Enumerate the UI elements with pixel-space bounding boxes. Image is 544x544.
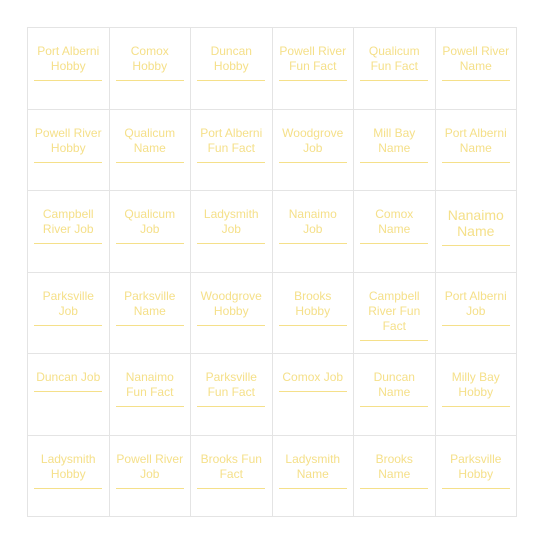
bingo-cell-underline <box>360 406 428 407</box>
bingo-cell-underline <box>34 162 102 163</box>
bingo-cell-label: Powell River Job <box>116 451 184 481</box>
bingo-cell-label: Ladysmith Job <box>203 207 259 236</box>
bingo-cell-label: Qualicum Name <box>124 125 176 155</box>
bingo-cell-underline <box>197 406 265 407</box>
bingo-cell-label: Campbell River Job <box>42 207 94 236</box>
bingo-cell[interactable] <box>436 436 518 518</box>
bingo-cell-label: Brooks Hobby <box>294 288 332 318</box>
bingo-cell-underline <box>442 80 510 81</box>
bingo-cell-label: Parksville Job <box>42 288 94 318</box>
bingo-cell[interactable] <box>436 191 518 273</box>
bingo-cell[interactable] <box>28 28 110 110</box>
bingo-cell-label: Powell River Fun Fact <box>279 44 347 73</box>
bingo-cell-label: Port Alberni Fun Fact <box>200 125 263 155</box>
bingo-cell-underline <box>442 325 510 326</box>
bingo-cell-label: Port Alberni Hobby <box>37 44 100 73</box>
bingo-cell-label: Duncan Hobby <box>210 44 252 73</box>
bingo-cell[interactable] <box>436 354 518 436</box>
bingo-cell-underline <box>116 406 184 407</box>
bingo-cell[interactable] <box>354 191 436 273</box>
bingo-cell-underline <box>34 391 102 392</box>
bingo-cell[interactable] <box>273 191 355 273</box>
bingo-cell-label: Parksville Name <box>124 288 176 318</box>
bingo-cell-underline <box>116 488 184 489</box>
bingo-cell-label: Comox Name <box>375 207 414 236</box>
bingo-cell-label: Powell River Name <box>442 44 510 73</box>
bingo-cell-underline <box>197 162 265 163</box>
bingo-cell[interactable] <box>436 273 518 355</box>
bingo-cell[interactable] <box>110 273 192 355</box>
bingo-cell-underline <box>279 325 347 326</box>
bingo-cell[interactable] <box>110 436 192 518</box>
bingo-cell[interactable] <box>354 354 436 436</box>
bingo-cell-label: Nanaimo Name <box>447 207 504 239</box>
bingo-cell[interactable] <box>191 191 273 273</box>
bingo-cell-label: Duncan Name <box>373 370 415 399</box>
bingo-cell-label: Brooks Name <box>375 451 413 481</box>
bingo-cell[interactable] <box>110 354 192 436</box>
bingo-cell-label: Nanaimo Job <box>288 207 337 236</box>
bingo-cell-underline <box>197 80 265 81</box>
bingo-cell-label: Comox Job <box>282 370 344 384</box>
bingo-board <box>27 27 517 517</box>
bingo-cell[interactable] <box>110 110 192 192</box>
bingo-cell-underline <box>116 80 184 81</box>
bingo-cell[interactable] <box>191 273 273 355</box>
bingo-cell-underline <box>34 325 102 326</box>
bingo-cell[interactable] <box>28 110 110 192</box>
bingo-cell-underline <box>197 325 265 326</box>
bingo-cell-label: Parksville Hobby <box>450 451 502 481</box>
bingo-cell[interactable] <box>110 28 192 110</box>
bingo-cell-underline <box>116 325 184 326</box>
bingo-cell-label: Woodgrove Job <box>282 125 344 155</box>
bingo-cell[interactable] <box>28 354 110 436</box>
bingo-cell[interactable] <box>354 110 436 192</box>
bingo-cell-underline <box>34 488 102 489</box>
bingo-cell-label: Ladysmith Hobby <box>40 451 96 481</box>
bingo-cell[interactable] <box>354 436 436 518</box>
bingo-cell-label: Woodgrove Hobby <box>200 288 262 318</box>
bingo-cell[interactable] <box>191 436 273 518</box>
bingo-cell-underline <box>116 243 184 244</box>
bingo-cell-underline <box>360 162 428 163</box>
bingo-cell-label: Mill Bay Name <box>373 125 416 155</box>
bingo-cell-label: Nanaimo Fun Fact <box>125 370 174 399</box>
bingo-cell-underline <box>360 340 428 341</box>
bingo-cell-underline <box>197 243 265 244</box>
bingo-cell[interactable] <box>354 28 436 110</box>
bingo-cell[interactable] <box>28 191 110 273</box>
bingo-cell-label: Port Alberni Job <box>444 288 507 318</box>
bingo-cell[interactable] <box>191 354 273 436</box>
bingo-cell-underline <box>197 488 265 489</box>
bingo-cell-underline <box>442 488 510 489</box>
bingo-cell[interactable] <box>191 110 273 192</box>
bingo-cell[interactable] <box>436 28 518 110</box>
bingo-cell-underline <box>360 243 428 244</box>
bingo-cell-label: Milly Bay Hobby <box>451 370 500 399</box>
bingo-cell[interactable] <box>273 273 355 355</box>
bingo-cell[interactable] <box>273 354 355 436</box>
bingo-cell[interactable] <box>273 436 355 518</box>
bingo-cell-underline <box>360 488 428 489</box>
bingo-cell-underline <box>116 162 184 163</box>
bingo-cell[interactable] <box>28 273 110 355</box>
bingo-cell[interactable] <box>436 110 518 192</box>
bingo-cell-underline <box>34 243 102 244</box>
bingo-cell-underline <box>279 243 347 244</box>
bingo-cell-underline <box>442 162 510 163</box>
bingo-cell-label: Port Alberni Name <box>444 125 507 155</box>
bingo-cell-underline <box>279 488 347 489</box>
bingo-cell[interactable] <box>191 28 273 110</box>
bingo-cell[interactable] <box>110 191 192 273</box>
bingo-cell-label: Qualicum Job <box>124 207 176 236</box>
bingo-cell-underline <box>360 80 428 81</box>
bingo-cell[interactable] <box>273 110 355 192</box>
bingo-cell[interactable] <box>273 28 355 110</box>
bingo-cell-label: Parksville Fun Fact <box>205 370 257 399</box>
bingo-cell[interactable] <box>28 436 110 518</box>
bingo-cell-label: Comox Hobby <box>130 44 169 73</box>
bingo-cell-label: Brooks Fun Fact <box>200 451 262 481</box>
bingo-cell-label: Duncan Job <box>36 370 101 384</box>
bingo-cell-label: Campbell River Fun Fact <box>368 288 421 333</box>
bingo-cell-underline <box>279 391 347 392</box>
bingo-cell-underline <box>279 162 347 163</box>
bingo-cell-underline <box>442 406 510 407</box>
bingo-cell[interactable] <box>354 273 436 355</box>
bingo-cell-underline <box>34 80 102 81</box>
bingo-cell-label: Qualicum Fun Fact <box>368 44 420 73</box>
bingo-cell-underline <box>279 80 347 81</box>
bingo-cell-label: Ladysmith Name <box>285 451 341 481</box>
bingo-cell-underline <box>442 245 510 246</box>
bingo-cell-label: Powell River Hobby <box>34 125 102 155</box>
